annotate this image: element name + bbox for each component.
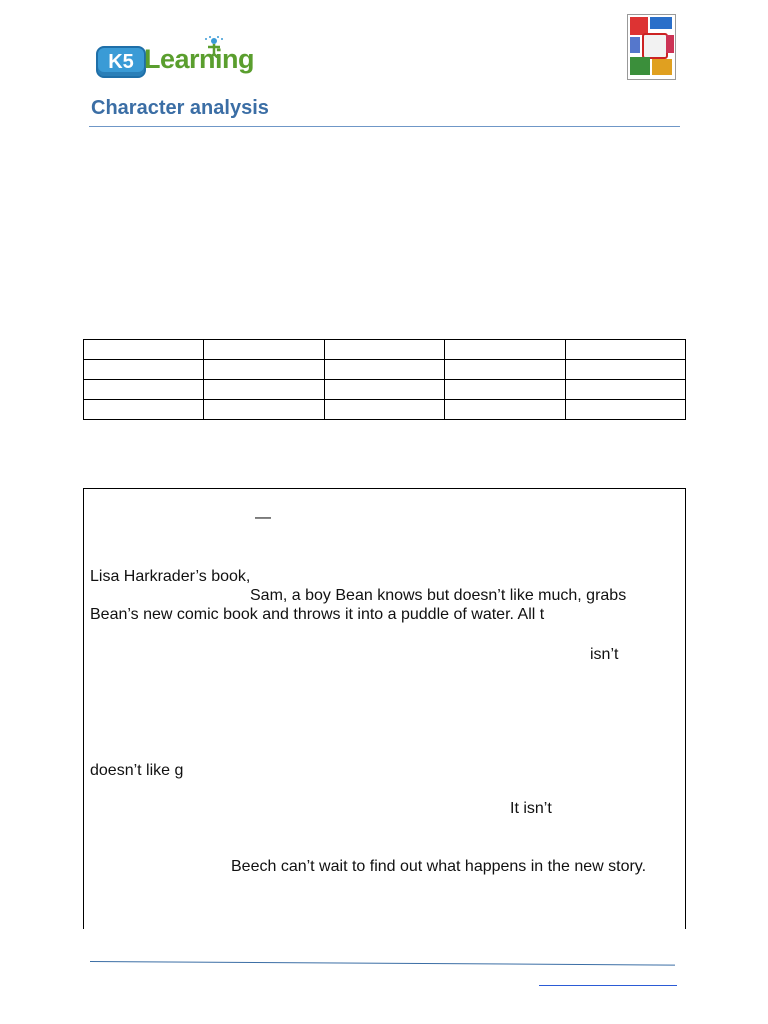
footer-divider — [90, 961, 675, 966]
table-cell — [84, 360, 204, 380]
table-cell — [565, 400, 685, 420]
logo-wordmark: Learning — [144, 44, 255, 74]
book-cover-image — [627, 14, 676, 80]
passage-line: isn’t — [590, 646, 619, 663]
passage-dash: — — [255, 509, 271, 526]
table-cell — [324, 400, 444, 420]
k5-badge: K5 — [96, 46, 146, 78]
table-cell — [445, 360, 565, 380]
page-title: Character analysis — [91, 97, 269, 119]
table-row — [84, 360, 686, 380]
passage-line: Beech can’t wait to find out what happens in the new story. — [231, 858, 647, 875]
table-row — [84, 380, 686, 400]
table-cell — [445, 340, 565, 360]
table-cell — [84, 400, 204, 420]
passage-line: Lisa Harkrader’s book, — [90, 568, 251, 585]
footer-link-underline[interactable] — [539, 985, 677, 986]
table-cell — [445, 380, 565, 400]
table-cell — [84, 340, 204, 360]
table-cell — [565, 340, 685, 360]
table-cell — [204, 380, 324, 400]
table-cell — [204, 400, 324, 420]
passage-line: doesn’t like g — [90, 762, 184, 779]
table-cell — [565, 380, 685, 400]
title-divider — [89, 126, 680, 127]
table-cell — [324, 360, 444, 380]
k5-learning-logo — [92, 36, 257, 82]
logo-figure-icon — [200, 36, 228, 58]
table-cell — [204, 360, 324, 380]
table-cell — [324, 380, 444, 400]
passage-line: Bean’s new comic book and throws it into a puddle of water. All t — [90, 606, 545, 623]
character-table — [83, 339, 686, 420]
passage-box — [83, 488, 686, 929]
passage-line: It isn’t — [510, 800, 552, 817]
passage-line: Sam, a boy Bean knows but doesn’t like much, grabs — [250, 587, 627, 604]
table-cell — [84, 380, 204, 400]
table-cell — [204, 340, 324, 360]
table-cell — [445, 400, 565, 420]
table-row — [84, 400, 686, 420]
table-cell — [324, 340, 444, 360]
table-cell — [565, 360, 685, 380]
table-row — [84, 340, 686, 360]
